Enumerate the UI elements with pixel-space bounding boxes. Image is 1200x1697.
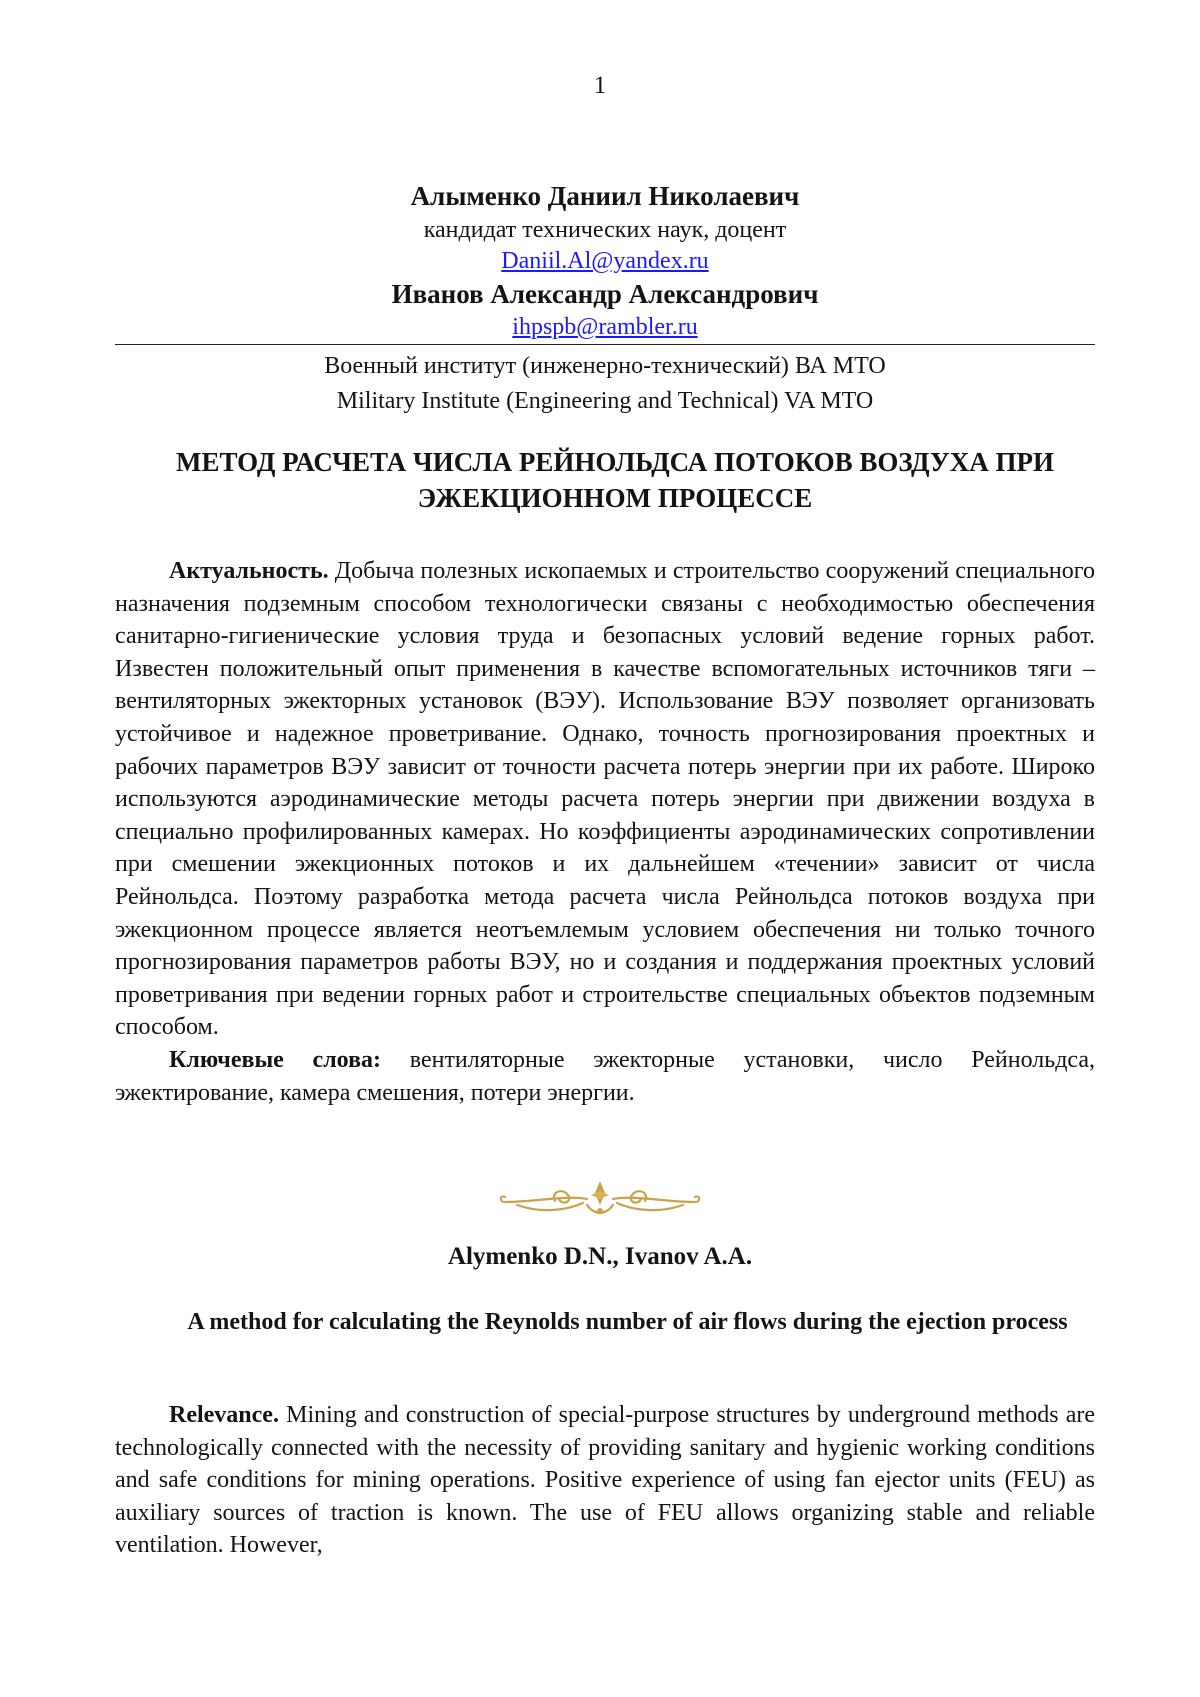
keywords-ru-paragraph [115, 1044, 1095, 1109]
separator-line [115, 344, 1095, 345]
author-email-link-2[interactable]: ihpspb@rambler.ru [512, 314, 698, 340]
author-email-link-1[interactable]: Daniil.Al@yandex.ru [501, 248, 709, 274]
ornament-divider-icon [495, 1175, 705, 1225]
authors-en: Alymenko D.N., Ivanov A.A. [447, 1243, 753, 1270]
abstract-en [115, 1399, 1095, 1562]
author-name-2: Иванов Александр Александрович [391, 279, 819, 309]
page-number: 1 [593, 72, 607, 99]
author-degree-1: кандидат технических наук, доцент [423, 217, 787, 243]
abstract-ru-paragraph [115, 555, 1095, 1044]
article-title-ru: МЕТОД РАСЧЕТА ЧИСЛА РЕЙНОЛЬДСА ПОТОКОВ ВОЗДУХА ПРИ ЭЖЕКЦИОННОМ ПРОЦЕССЕ [176, 447, 1054, 513]
affiliation-en: Military Institute (Engineering and Technical) VA MTO [336, 388, 874, 414]
author-name-1: Алыменко Даниил Николаевич [410, 181, 800, 211]
author-block [115, 178, 1095, 419]
abstract-en-lead: Relevance. [169, 1402, 279, 1428]
abstract-ru-lead: Актуальность. [169, 558, 329, 584]
keywords-ru-text: вентиляторные эжекторные установки, число Рейнольдса, эжектирование, камера смешения, потери энергии. [115, 1046, 1096, 1106]
abstract-en-paragraph [115, 1399, 1095, 1562]
article-title-en: A method for calculating the Reynolds number of air flows during the ejection process [187, 1309, 1068, 1335]
affiliation-ru: Военный институт (инженерно-технический) ВА МТО [324, 353, 886, 379]
abstract-ru [115, 555, 1095, 1109]
abstract-ru-text: Добыча полезных ископаемых и строительство сооружений специального назначения подземным способом технологически связаны с необходимостью обеспечения санитарно-гигиенические условия труда и безопасных условий ведение горных работ. Известен положительный опыт применения в качестве вспомогательных источников тяги – вентиляторных эжекторных установок (ВЭУ). Использование ВЭУ позволяет организовать устойчивое и надежное проветривание. Однако, точность прогнозирования проектных и рабочих параметров ВЭУ зависит от точности расчета потерь энергии при их работе. Широко используются аэродинамические методы расчета потерь энергии при движении воздуха в специально профилированных камерах. Но коэффициенты аэродинамических сопротивлении при смешении эжекционных потоков и их дальнейшем «течении» зависит от числа Рейнольдса. Поэтому разработка метода расчета числа Рейнольдса потоков воздуха при эжекционном процессе является неотъемлемым условием обеспечения ни только точного прогнозирования параметров работы ВЭУ, но и создания и поддержания проектных условий проветривания при ведении горных работ и строительстве специальных объектов подземным способом. [115, 558, 1095, 1041]
keywords-ru-lead: Ключевые слова: [169, 1046, 382, 1073]
abstract-en-text: Mining and construction of special-purpose structures by underground methods are technologically connected with the necessity of providing sanitary and hygienic working conditions and safe conditions for mining operations. Positive experience of using fan ejector units (FEU) as auxiliary sources of traction is known. The use of FEU allows organizing stable and reliable ventilation. However, [115, 1402, 1096, 1559]
